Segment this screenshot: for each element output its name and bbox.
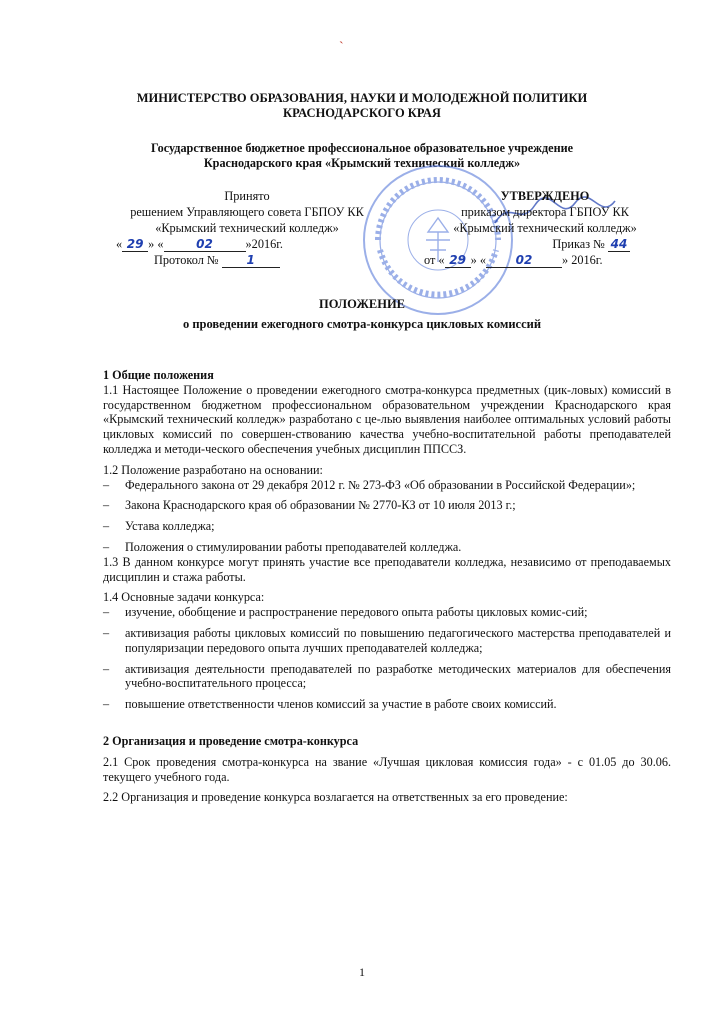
paragraph-1-2: 1.2 Положение разработано на основании: [103,462,323,477]
list-item: – повышение ответственности членов комиссий за участие в работе своих комиссий. [103,697,557,712]
approval-left-month: 02 [164,238,246,252]
section-1-title: 1 Общие положения [103,368,214,382]
approval-right-day: 29 [445,254,471,268]
institution-line-2: Краснодарского края «Крымский технический колледж» [203,156,521,170]
list-item: – активизация работы цикловых комиссий по повышению педагогического мастерства преподавателей и популяризации передового опыта лучших преподавателей колледжа; [103,625,671,655]
ministry-header [60,91,664,121]
page-number: 1 [359,965,365,979]
document-subtitle: о проведении ежегодного смотра-конкурса цикловых комиссий [182,317,542,331]
list-item: – Положения о стимулировании работы преподавателей колледжа. [103,539,462,554]
approval-left-heading: Принято [224,189,270,203]
paragraph-1-4: 1.4 Основные задачи конкурса: [103,590,265,605]
approval-right-year: » 2016г. [561,253,603,267]
ministry-line-1: МИНИСТЕРСТВО ОБРАЗОВАНИЯ, НАУКИ И МОЛОДЕЖНОЙ ПОЛИТИКИ [136,91,588,105]
order-number: 44 [608,238,630,252]
ink-mark: ` [339,40,344,55]
order-label: Приказ № [552,237,605,251]
institution-line-1: Государственное бюджетное профессиональное образовательное учреждение [150,141,574,155]
approval-right-month: 02 [486,254,562,268]
list-item: – изучение, обобщение и распространение передового опыта работы цикловых комис-сий; [103,605,588,620]
paragraph-2-1: 2.1 Срок проведения смотра-конкурса на звание «Лучшая цикловая комиссия года» - с 01.05 до 30.06. текущего учебного года. [103,754,671,784]
approval-right-block [424,188,660,268]
approval-right-line-2: «Крымский технический колледж» [453,221,637,235]
approval-left-line-1: решением Управляющего совета ГБПОУ КК [130,205,364,219]
ministry-line-2: КРАСНОДАРСКОГО КРАЯ [283,106,441,120]
paragraph-2-2: 2.2 Организация и проведение конкурса возлагается на ответственных за его проведение: [103,790,568,805]
approval-right-heading: УТВЕРЖДЕНО [500,189,590,203]
list-item: – активизация деятельности преподавателей по разработке методических материалов для обеспечения учебно-воспитательного процесса; [103,661,671,691]
approval-right-date-prefix: от « [424,253,445,267]
approval-left-date: « 29 » « 02 »2016г. [116,237,284,251]
approval-left-protocol [112,252,382,268]
paragraph-1-3: 1.3 В данном конкурсе могут принять участие все преподаватели колледжа, независимо от преподаваемых дисциплин и стажа работы. [103,554,671,584]
protocol-label: Протокол № [154,253,219,267]
approval-right-order [430,236,660,252]
approval-right-date: от « 29 » « 02 » 2016г. [424,253,603,267]
approval-left-year: »2016г. [245,237,284,251]
document-title: ПОЛОЖЕНИЕ [318,297,406,311]
approval-right-line-1: приказом директора ГБПОУ КК [461,205,629,219]
approval-left-day: 29 [122,238,148,252]
section-2-title: 2 Организация и проведение смотра-конкурса [103,733,359,748]
approval-left-block [112,188,382,268]
protocol-number: 1 [222,254,280,268]
section-1 [103,368,671,805]
approval-left-line-2: «Крымский технический колледж» [155,221,339,235]
list-item: – Закона Краснодарского края об образовании № 2770-КЗ от 10 июля 2013 г.; [103,498,516,513]
list-item: – Устава колледжа; [103,519,215,534]
list-item: – Федерального закона от 29 декабря 2012 г. № 273-ФЗ «Об образовании в Российской Федерации»; [103,477,636,492]
paragraph-1-1: 1.1 Настоящее Положение о проведении ежегодного смотра-конкурса предметных (цик-ловых) комиссий в государственном бюджетном профессиональном образовательном учреждении Краснодарского края «Крымский технический колледж» разработано с це-лью выявления наиболее оптимальных условий работы цикловых комиссий по совершен-ствованию качества учебно-воспитательной работы преподавателей колледжа и методи-ческого обеспечения учебных дисциплин ППССЗ. [103,382,671,456]
